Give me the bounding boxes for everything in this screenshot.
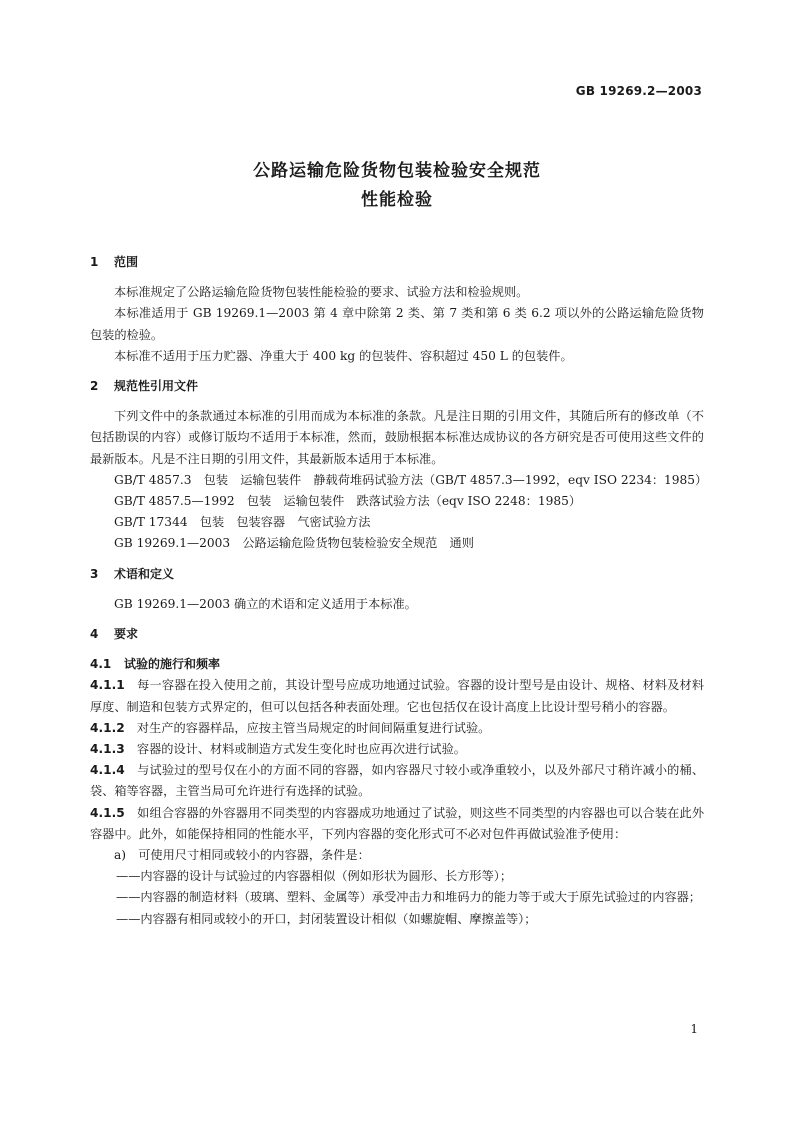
subsection-title: 试验的施行和频率 bbox=[124, 657, 221, 672]
section-number: 3 bbox=[90, 566, 99, 581]
clause-number: 4.1.2 bbox=[90, 720, 125, 735]
clause-number: 4.1.4 bbox=[90, 763, 125, 778]
list-item-a: a) 可使用尺寸相同或较小的内容器，条件是： bbox=[114, 848, 370, 863]
page-number: 1 bbox=[690, 1022, 698, 1036]
subsection-number: 4.1 bbox=[90, 657, 112, 672]
reference-item: GB 19269.1—2003 公路运输危险货物包装检验安全规范 通则 bbox=[114, 536, 474, 551]
section-1-heading bbox=[90, 252, 704, 273]
reference-item: GB/T 17344 包装 包装容器 气密试验方法 bbox=[114, 515, 371, 530]
paragraph: GB 19269.1—2003 确立的术语和定义适用于本标准。 bbox=[114, 596, 417, 611]
clause-text: 与试验过的型号仅在小的方面不同的容器，如内容器尺寸较小或净重较小，以及外部尺寸稍许减小的桶、袋、箱等容器，主管当局可允许进行有选择的试验。 bbox=[90, 763, 705, 799]
section-4-heading bbox=[90, 624, 704, 645]
paragraph: 本标准不适用于压力贮器、净重大于 400 kg 的包装件、容积超过 450 L 的包装件。 bbox=[114, 348, 573, 363]
clause-4-1-5 bbox=[90, 803, 704, 845]
clause-text: 如组合容器的外容器用不同类型的内容器成功地通过了试验，则这些不同类型的内容器也可以合装在此外容器中。此外，如能保持相同的性能水平，下列内容器的变化形式可不必对包件再做试验准予使用： bbox=[90, 805, 705, 841]
paragraph: 下列文件中的条款通过本标准的引用而成为本标准的条款。凡是注日期的引用文件，其随后所有的修改单（不包括勘误的内容）或修订版均不适用于本标准，然而，鼓励根据本标准达成协议的各方研究是否可使用这些文件的最新版本。凡是不注日期的引用文件，其最新版本适用于本标准。 bbox=[90, 409, 704, 466]
document-subtitle: 性能检验 bbox=[361, 190, 433, 210]
reference-item: GB/T 4857.5—1992 包装 运输包装件 跌落试验方法（eqv ISO 2248：1985） bbox=[114, 494, 582, 509]
section-2-heading bbox=[90, 376, 704, 397]
dash-item: ——内容器有相同或较小的开口，封闭装置设计相似（如螺旋帽、摩擦盖等）； bbox=[116, 911, 537, 926]
document-title: 公路运输危险货物包装检验安全规范 bbox=[253, 161, 541, 181]
clause-4-1-1 bbox=[90, 675, 704, 717]
section-title: 范围 bbox=[114, 255, 139, 269]
clause-number: 4.1.1 bbox=[90, 678, 125, 693]
paragraph: 本标准适用于 GB 19269.1—2003 第 4 章中除第 2 类、第 7 类和第 6 类 6.2 项以外的公路运输危险货物包装的检验。 bbox=[90, 306, 704, 342]
standard-code: GB 19269.2—2003 bbox=[575, 84, 702, 98]
clause-4-1-3 bbox=[90, 739, 704, 760]
document-body bbox=[90, 249, 708, 930]
section-3-heading bbox=[90, 564, 704, 585]
clause-number: 4.1.3 bbox=[90, 742, 125, 757]
clause-text: 容器的设计、材料或制造方式发生变化时也应再次进行试验。 bbox=[136, 742, 466, 757]
section-number: 2 bbox=[90, 379, 99, 394]
clause-text: 对生产的容器样品，应按主管当局规定的时间间隔重复进行试验。 bbox=[136, 720, 491, 735]
section-title: 规范性引用文件 bbox=[114, 379, 199, 394]
section-number: 1 bbox=[90, 255, 99, 269]
dash-item: ——内容器的制造材料（玻璃、塑料、金属等）承受冲击力和堆码力的能力等于或大于原先试验过的内容器； bbox=[116, 890, 701, 905]
clause-text: 每一容器在投入使用之前，其设计型号应成功地通过试验。容器的设计型号是由设计、规格、材料及材料厚度、制造和包装方式界定的，但可以包括各种表面处理。它也包括仅在设计高度上比设计型号稍小的容器。 bbox=[90, 678, 705, 714]
section-number: 4 bbox=[90, 627, 99, 642]
dash-item: ——内容器的设计与试验过的内容器相似（例如形状为圆形、长方形等）； bbox=[116, 869, 513, 884]
section-title: 术语和定义 bbox=[114, 566, 175, 581]
clause-4-1-4 bbox=[90, 760, 704, 802]
subsection-4-1-heading bbox=[90, 654, 704, 675]
clause-4-1-2 bbox=[90, 718, 704, 739]
clause-number: 4.1.5 bbox=[90, 805, 125, 820]
reference-item: GB/T 4857.3 包装 运输包装件 静载荷堆码试验方法（GB/T 4857.3—1992，eqv ISO 2234：1985） bbox=[114, 472, 708, 487]
section-title: 要求 bbox=[114, 627, 139, 642]
paragraph: 本标准规定了公路运输危险货物包装性能检验的要求、试验方法和检验规则。 bbox=[114, 285, 529, 300]
